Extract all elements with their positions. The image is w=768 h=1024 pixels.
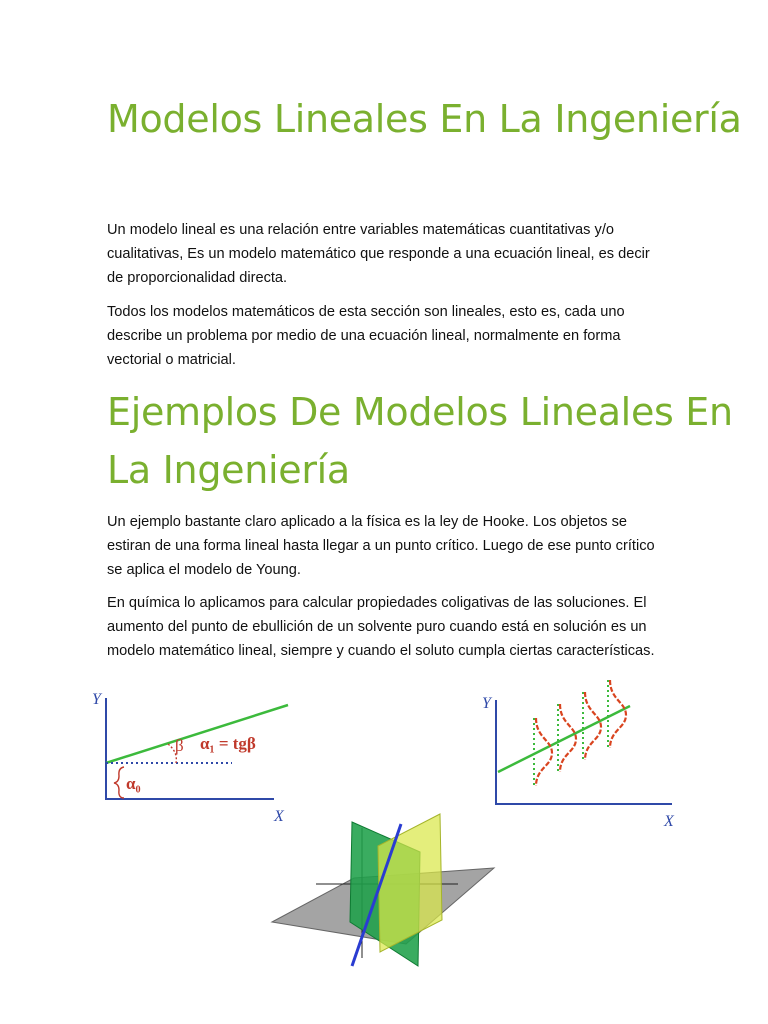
y-axis-label: Y (92, 691, 101, 708)
x-axis-label: X (274, 808, 284, 825)
group-guides (534, 680, 608, 786)
x-axis-label: X (664, 813, 674, 830)
intercept-brace (114, 767, 124, 798)
regression-line (498, 706, 630, 772)
beta-label: β (175, 736, 184, 755)
paragraph-definition: Un modelo lineal es una relación entre variables matemáticas cuantitativas y/o cualitativas, Es un modelo matemático que responde a una ecuación lineal, es decir de proporcionalidad directa. (107, 222, 650, 286)
paragraph-chemistry-example: En química lo aplicamos para calcular propiedades coligativas de las soluciones. El aumento del punto de ebullición de un solvente puro cuando está en solución es un modelo matemático lineal, siempre y cuando el soluto cumpla ciertas características. (107, 595, 655, 659)
heading-ejemplos (107, 383, 768, 499)
regression-distribution-diagram (478, 678, 688, 830)
y-axis-label: Y (482, 695, 491, 712)
heading-ejemplos-text: Ejemplos De Modelos Lineales En La Ingeniería (107, 390, 733, 492)
heading-modelos-lineales-text: Modelos Lineales En La Ingeniería (107, 97, 742, 141)
paragraph-hooke-example: Un ejemplo bastante claro aplicado a la física es la ley de Hooke. Los objetos se estiran de una forma lineal hasta llegar a un punto crítico. Luego de ese punto crítico se aplica el modelo de Young. (107, 514, 655, 578)
intersecting-planes-diagram (268, 812, 496, 972)
paragraph-section-models: Todos los modelos matemáticos de esta sección son lineales, esto es, cada uno describe un problema por medio de una ecuación lineal, normalmente en forma vectorial o matricial. (107, 304, 625, 368)
linear-model-diagram (88, 688, 300, 828)
slope-label: α₁ = tgβ (200, 734, 256, 753)
normal-curves (536, 680, 626, 786)
yellow-plane (378, 814, 442, 952)
regression-line (106, 705, 288, 763)
intercept-label: α₀ (126, 774, 141, 793)
heading-modelos-lineales (107, 90, 742, 148)
